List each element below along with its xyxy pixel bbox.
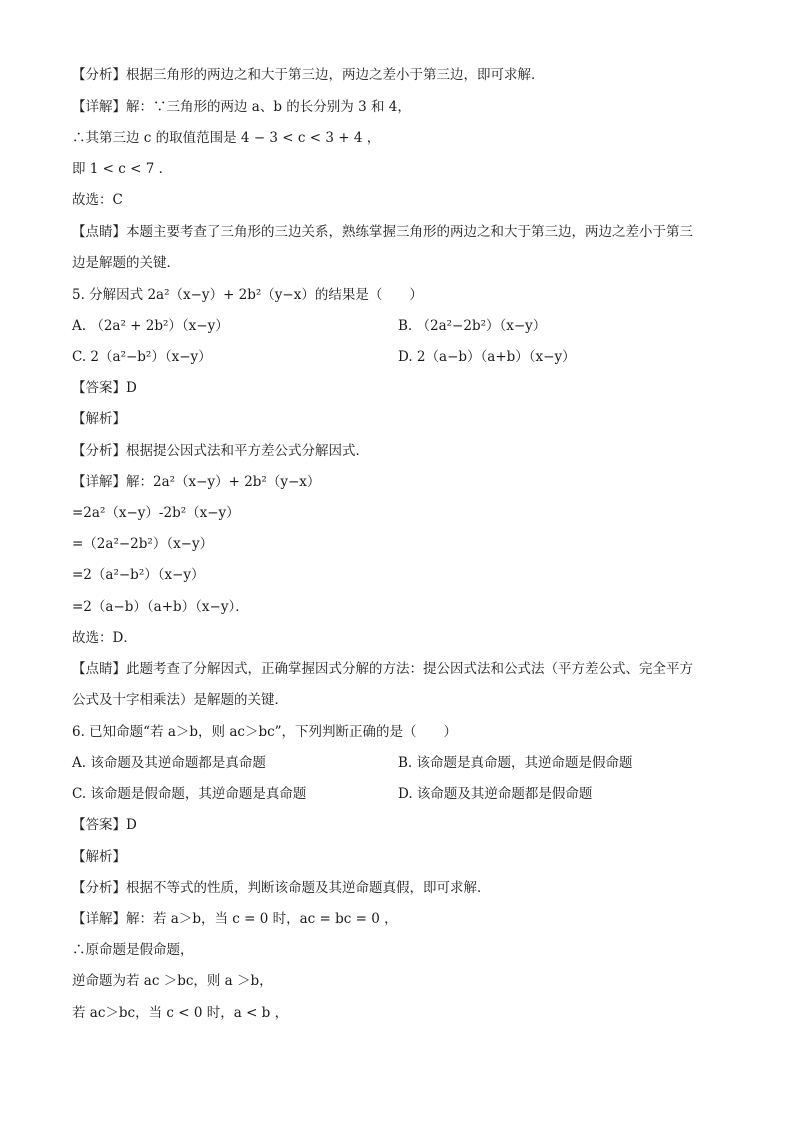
answer-line-q5: 【答案】D — [72, 380, 137, 396]
question-6-option-d: D. 该命题及其逆命题都是假命题 — [398, 786, 593, 802]
question-5-option-d: D. 2（a−b）（a+b）（x−y） — [398, 349, 576, 365]
solution-line-q6: 【详解】解：若 a＞b，当 c = 0 时，ac = bc = 0 ， — [72, 911, 398, 927]
analysis-line-q5: 【分析】根据提公因式法和平方差公式分解因式． — [72, 443, 369, 459]
solution-line-q5: 【详解】解：2a²（x−y）+ 2b²（y−x） — [72, 474, 321, 490]
question-6-option-c: C. 该命题是假命题，其逆命题是真命题 — [72, 786, 307, 802]
explanation-heading-q6: 【解析】 — [72, 849, 126, 865]
answer-line-q6: 【答案】D — [72, 817, 137, 833]
comment-line-q4: 【点睛】本题主要考查了三角形的三边关系，熟练掌握三角形的两边之和大于第三边，两边之差小于第三 — [72, 224, 693, 240]
question-5-option-c: C. 2（a²−b²）（x−y） — [72, 349, 212, 365]
solution-step-q4: 即 1 < c < 7 ． — [72, 161, 173, 177]
choice-line-q4: 故选：C — [72, 192, 123, 208]
comment-line-q4: 边是解题的关键． — [72, 255, 180, 271]
solution-step-q5: =2a²（x−y）-2b²（x−y） — [72, 505, 240, 521]
comment-line-q5: 【点睛】此题考查了分解因式，正确掌握因式分解的方法：提公因式法和公式法（平方差公式、完全平方 — [72, 661, 693, 677]
solution-step-q5: =（2a²−2b²）（x−y） — [72, 536, 214, 552]
solution-step-q5: =2（a²−b²）（x−y） — [72, 567, 205, 583]
solution-step-q6: 逆命题为若 ac ＞bc，则 a ＞b， — [72, 973, 273, 989]
choice-line-q5: 故选：D． — [72, 630, 137, 646]
question-6-option-a: A. 该命题及其逆命题都是真命题 — [72, 755, 266, 771]
solution-step-q5: =2（a−b）（a+b）（x−y）． — [72, 599, 249, 615]
question-5-stem: 5. 分解因式 2a²（x−y）+ 2b²（y−x）的结果是（ ） — [72, 287, 423, 303]
solution-step-q6: 若 ac＞bc，当 c < 0 时，a < b ， — [72, 1005, 289, 1021]
question-5-option-a: A. （2a² + 2b²）（x−y） — [72, 318, 229, 334]
solution-line-q4: 【详解】解：∵三角形的两边 a、b 的长分别为 3 和 4， — [72, 99, 411, 115]
analysis-line-q6: 【分析】根据不等式的性质，判断该命题及其逆命题真假，即可求解． — [72, 880, 491, 896]
question-6-option-b: B. 该命题是真命题，其逆命题是假命题 — [398, 755, 633, 771]
question-5-option-b: B. （2a²−2b²）（x−y） — [398, 318, 547, 334]
explanation-heading-q5: 【解析】 — [72, 411, 126, 427]
comment-line-q5: 公式及十字相乘法）是解题的关键． — [72, 692, 288, 708]
analysis-line-q4: 【分析】根据三角形的两边之和大于第三边，两边之差小于第三边，即可求解． — [72, 67, 545, 83]
question-6-stem: 6. 已知命题“若 a＞b，则 ac＞bc”，下列判断正确的是（ ） — [72, 724, 458, 740]
solution-step-q6: ∴原命题是假命题， — [72, 942, 194, 958]
solution-step-q4: ∴其第三边 c 的取值范围是 4 − 3 < c < 3 + 4 ， — [72, 130, 381, 146]
